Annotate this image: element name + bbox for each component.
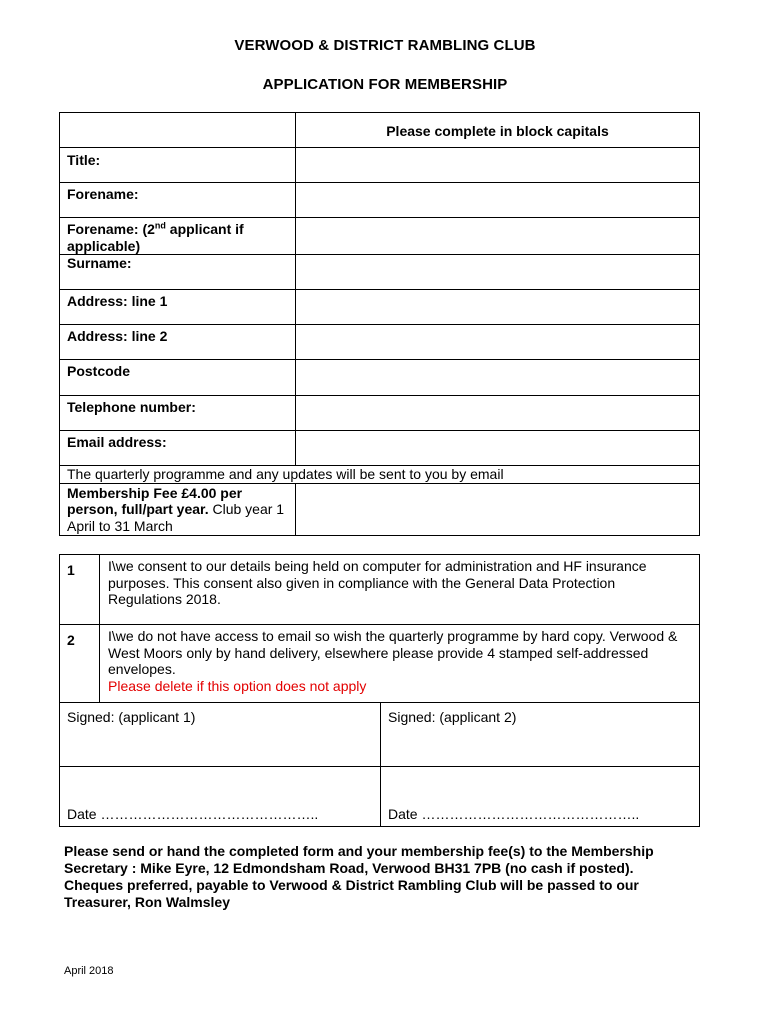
postcode-label: Postcode bbox=[60, 360, 296, 396]
date-applicant-1[interactable]: Date ……………………………………….. bbox=[60, 767, 381, 827]
telephone-label: Telephone number: bbox=[60, 396, 296, 431]
consent-number-2: 2 bbox=[60, 625, 100, 703]
consent-table bbox=[59, 554, 700, 827]
address1-field[interactable] bbox=[296, 290, 700, 325]
email-programme-note: The quarterly programme and any updates will be sent to you by email bbox=[60, 466, 700, 484]
postcode-field[interactable] bbox=[296, 360, 700, 396]
signature-applicant-2[interactable]: Signed: (applicant 2) bbox=[381, 703, 700, 767]
block-capitals-instruction: Please complete in block capitals bbox=[296, 113, 700, 148]
membership-details-table bbox=[59, 112, 700, 536]
consent-option-2[interactable] bbox=[100, 625, 700, 703]
surname-label: Surname: bbox=[60, 255, 296, 290]
club-title: VERWOOD & DISTRICT RAMBLING CLUB bbox=[234, 37, 536, 54]
email-label: Email address: bbox=[60, 431, 296, 466]
address2-label: Address: line 2 bbox=[60, 325, 296, 360]
form-title: APPLICATION FOR MEMBERSHIP bbox=[262, 76, 508, 93]
surname-field[interactable] bbox=[296, 255, 700, 290]
send-form-instruction: Please send or hand the completed form and your membership fee(s) to the Membership Secretary : Mike Eyre, 12 Edmondsham Road, Verwood BH31 7PB (no cash if posted). bbox=[64, 843, 654, 876]
address2-field[interactable] bbox=[296, 325, 700, 360]
forename2-field[interactable] bbox=[296, 218, 700, 255]
delete-option-note: Please delete if this option does not apply bbox=[108, 677, 367, 694]
email-field[interactable] bbox=[296, 431, 700, 466]
membership-fee-label: Membership Fee £4.00 per person, full/part year. Club year 1 April to 31 March bbox=[60, 483, 296, 535]
telephone-field[interactable] bbox=[296, 396, 700, 431]
forename-label: Forename: bbox=[60, 183, 296, 218]
forename2-label: Forename: (2nd applicant if applicable) bbox=[60, 218, 296, 255]
title-field[interactable] bbox=[296, 148, 700, 183]
date-applicant-2[interactable]: Date ……………………………………….. bbox=[381, 767, 700, 827]
consent-text-2: I\we do not have access to email so wish the quarterly programme by hard copy. Verwood & West Moors only by hand delivery, elsewhere please provide 4 stamped self-addressed envelopes. bbox=[108, 628, 678, 677]
membership-fee-field[interactable] bbox=[296, 483, 700, 535]
submission-instructions bbox=[64, 843, 664, 911]
consent-text-1: I\we consent to our details being held on computer for administration and HF insurance purposes. This consent also given in compliance with the General Data Protection Regulations 2018. bbox=[100, 555, 700, 625]
forename-field[interactable] bbox=[296, 183, 700, 218]
footer-date: April 2018 bbox=[64, 965, 114, 977]
consent-number-1: 1 bbox=[60, 555, 100, 625]
blank-header-cell bbox=[60, 113, 296, 148]
cheque-instruction: Cheques preferred, payable to Verwood & District Rambling Club will be passed to our Treasurer, Ron Walmsley bbox=[64, 877, 639, 910]
address1-label: Address: line 1 bbox=[60, 290, 296, 325]
signature-applicant-1[interactable]: Signed: (applicant 1) bbox=[60, 703, 381, 767]
title-label: Title: bbox=[60, 148, 296, 183]
